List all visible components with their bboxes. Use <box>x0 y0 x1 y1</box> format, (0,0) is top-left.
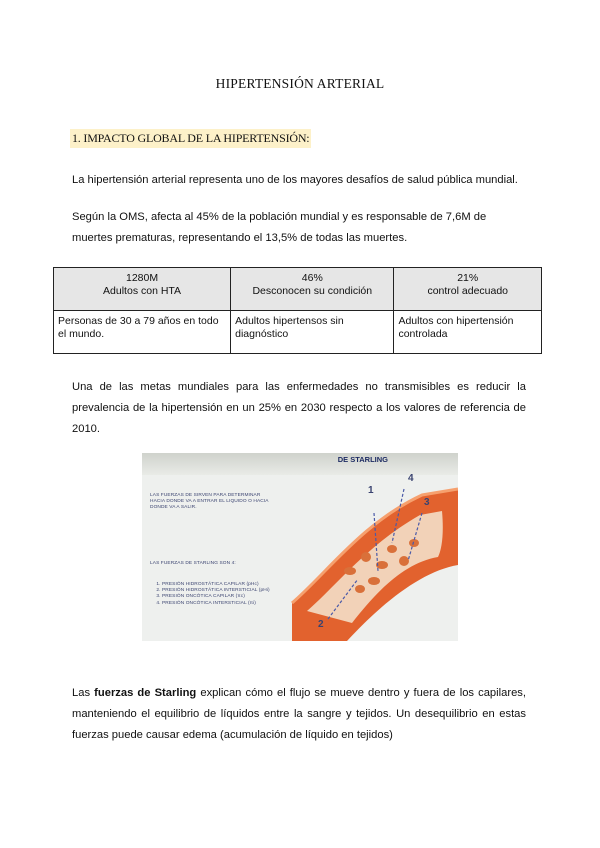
figure-number-label: 1 <box>368 485 374 496</box>
red-blood-cell <box>368 577 380 585</box>
paragraph-goal: Una de las metas mundiales para las enfermedades no transmisibles es reducir la prevalencia de la hipertensión en un 25% en 2030 respecto a los valores de referencia de 2010. <box>72 381 526 435</box>
figure-header-text: DE STARLING <box>337 455 388 464</box>
page-title: HIPERTENSIÓN ARTERIAL <box>215 76 385 91</box>
stat-label: Desconocen su condición <box>252 285 373 297</box>
stat-label: Adultos con HTA <box>103 285 182 297</box>
stat-value: 46% <box>301 272 323 284</box>
stat-value: 21% <box>457 272 479 284</box>
table-header-cell <box>231 268 394 311</box>
stats-table <box>53 267 542 354</box>
table-header-cell <box>54 268 231 311</box>
red-blood-cell <box>399 556 409 566</box>
figure-number-label: 2 <box>318 619 324 630</box>
starling-term: fuerzas de Starling <box>94 687 197 699</box>
list-item: 4. PRESIÓN ONCÓTICA INTERSTICIAL (πi) <box>162 601 282 607</box>
red-blood-cell <box>344 567 356 575</box>
table-header-cell <box>394 268 542 311</box>
stat-label: control adecuado <box>427 285 509 297</box>
table-header-row <box>54 268 542 311</box>
list-item: 2. PRESIÓN HIDROSTÁTICA INTERSTICIAL (pHi) <box>162 588 282 594</box>
table-row <box>54 311 542 354</box>
stat-value: 1280M <box>126 272 159 284</box>
table-cell: Adultos hipertensos sin diagnóstico <box>231 311 394 354</box>
red-blood-cell <box>361 552 371 562</box>
figure-number-label: 4 <box>408 473 414 484</box>
paragraph-intro: La hipertensión arterial representa uno de los mayores desafíos de salud pública mundial. <box>72 174 518 186</box>
paragraph-text: explican cómo el flujo se mueve dentro y fuera de los capilares, manteniendo el equilibrio de líquidos entre la sangre y tejidos. Un desequilibrio en estas fuerzas puede causar edema (acumulación de líquido en tejidos) <box>72 687 526 741</box>
list-item: 1. PRESIÓN HIDROSTÁTICA CAPILAR (pHc) <box>162 582 282 588</box>
table-cell: Adultos con hipertensión controlada <box>394 311 542 354</box>
red-blood-cell <box>387 545 397 553</box>
starling-forces-figure <box>142 453 458 641</box>
red-blood-cell <box>409 539 419 547</box>
figure-intro-text: LAS FUERZAS DE SIRVEN PARA DETERMINAR HACIA DONDE VA A ENTRAR EL LIQUIDO O HACIA DONDE VA A SALIR. <box>150 493 269 511</box>
paragraph-oms: Según la OMS, afecta al 45% de la población mundial y es responsable de 7,6M de muertes prematuras, representando el 13,5% de todas las muertes. <box>72 211 487 244</box>
table-cell: Personas de 30 a 79 años en todo el mundo. <box>54 311 231 354</box>
red-blood-cell <box>355 585 365 593</box>
figure-list-heading: LAS FUERZAS DE STARLING SON 4: <box>150 561 236 566</box>
figure-number-label: 3 <box>424 497 430 508</box>
section-heading: 1. IMPACTO GLOBAL DE LA HIPERTENSIÓN: <box>70 129 311 148</box>
paragraph-text: Las <box>72 687 95 699</box>
paragraph-starling <box>72 683 526 746</box>
list-item: 3. PRESIÓN ONCÓTICA CAPILAR (πc) <box>162 594 282 600</box>
figure-forces-list <box>148 582 282 607</box>
